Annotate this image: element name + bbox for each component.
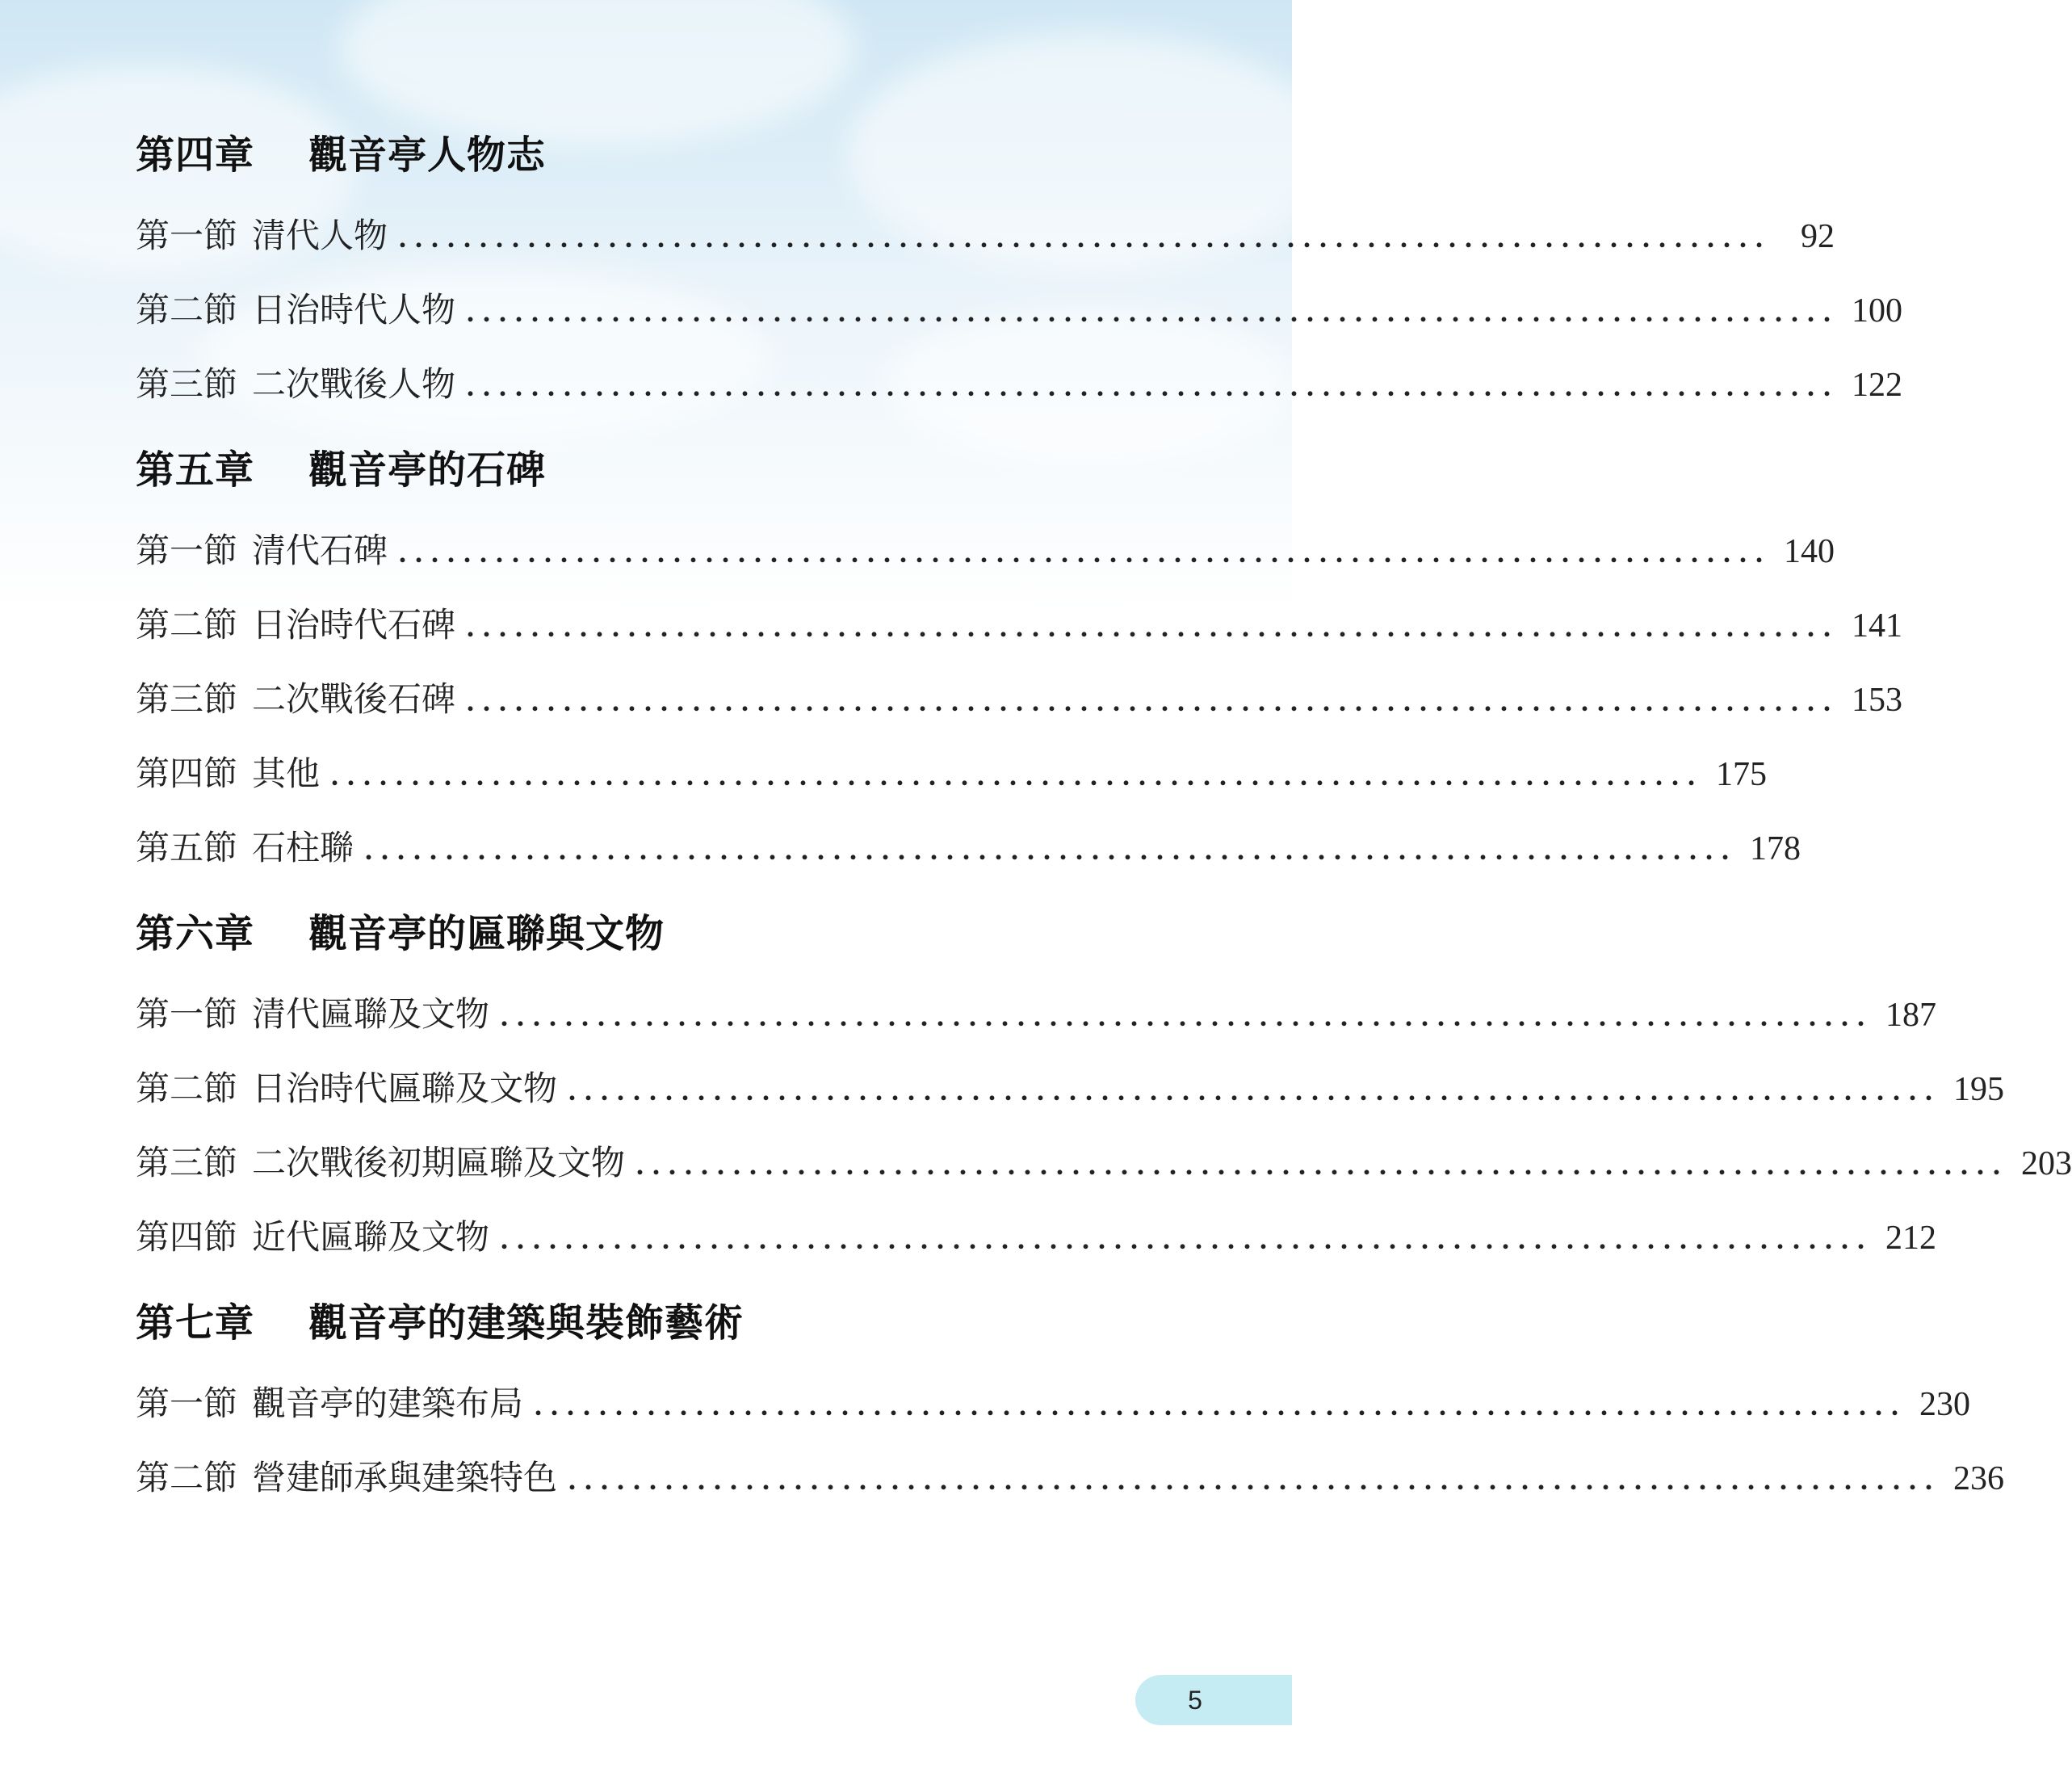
dot-leader: .....................................................................................: [568, 1074, 1942, 1107]
section-number: 第二節: [136, 1069, 238, 1108]
page-ref: 153: [1852, 682, 1903, 719]
dot-leader: .....................................................................................: [501, 1223, 1874, 1255]
section-title: 觀音亭的建築布局: [252, 1384, 524, 1423]
page-ref: 122: [1852, 367, 1903, 404]
section-title: 日治時代石碑: [252, 605, 456, 645]
chapter-title: 觀音亭的石碑: [308, 447, 547, 493]
toc-entry[interactable]: [136, 737, 1768, 811]
dot-leader: .....................................................................................: [467, 611, 1840, 643]
section-number: 第三節: [136, 364, 238, 404]
page-ref: 236: [1953, 1460, 2005, 1497]
section-number: 第四節: [136, 754, 238, 793]
dot-leader: .....................................................................................: [399, 536, 1772, 569]
chapter-title: 觀音亭的建築與裝飾藝術: [308, 1300, 744, 1346]
section-number: 第三節: [136, 1143, 238, 1182]
chapter-heading: [136, 444, 1156, 496]
section-title: 清代石碑: [252, 531, 388, 570]
section-title: 近代匾聯及文物: [252, 1217, 490, 1257]
dot-leader: .....................................................................................: [501, 1000, 1874, 1032]
toc-entry[interactable]: [136, 977, 1937, 1052]
section-number: 第一節: [136, 216, 238, 255]
chapter-title: 觀音亭的匾聯與文物: [308, 911, 665, 956]
page-ref: 175: [1716, 756, 1768, 793]
toc-entry[interactable]: [136, 514, 1835, 588]
page-ref: 178: [1750, 830, 1801, 867]
section-number: 第一節: [136, 531, 238, 570]
toc-entry[interactable]: [136, 588, 1903, 662]
dot-leader: .....................................................................................: [467, 296, 1840, 328]
page-ref: 195: [1953, 1071, 2005, 1108]
section-number: 第五節: [136, 828, 238, 867]
dot-leader: .....................................................................................: [636, 1149, 2010, 1181]
page-ref: 203: [2021, 1145, 2072, 1182]
section-number: 第二節: [136, 1458, 238, 1497]
page-ref: 230: [1919, 1386, 1971, 1423]
section-number: 第三節: [136, 679, 238, 719]
dot-leader: .....................................................................................: [331, 759, 1705, 792]
section-title: 清代人物: [252, 216, 388, 255]
toc-entry[interactable]: [136, 273, 1903, 347]
section-title: 石柱聯: [252, 828, 354, 867]
page-ref: 212: [1885, 1220, 1937, 1257]
section-number: 第一節: [136, 1384, 238, 1423]
page-ref: 141: [1852, 607, 1903, 645]
chapter-heading: [136, 908, 1156, 960]
chapter-title: 觀音亭人物志: [308, 132, 547, 178]
toc-entry[interactable]: [136, 1052, 2005, 1126]
section-title: 營建師承與建築特色: [252, 1458, 558, 1497]
toc-entry[interactable]: [136, 662, 1903, 737]
section-title: 二次戰後初期匾聯及文物: [252, 1143, 626, 1182]
chapter-number: 第七章: [136, 1300, 255, 1346]
page-ref: 100: [1852, 292, 1903, 330]
dot-leader: .....................................................................................: [535, 1389, 1908, 1422]
chapter-heading: [136, 1297, 1156, 1349]
section-title: 清代匾聯及文物: [252, 994, 490, 1034]
section-title: 二次戰後人物: [252, 364, 456, 404]
dot-leader: .....................................................................................: [568, 1464, 1942, 1496]
section-title: 其他: [252, 754, 321, 793]
section-number: 第四節: [136, 1217, 238, 1257]
section-number: 第二節: [136, 290, 238, 330]
toc-entry[interactable]: [136, 1200, 1937, 1275]
cloud-shape: [339, 0, 856, 145]
dot-leader: .....................................................................................: [365, 834, 1739, 866]
dot-leader: .....................................................................................: [467, 370, 1840, 402]
chapter-number: 第六章: [136, 911, 255, 956]
toc-entry[interactable]: [136, 1367, 1971, 1441]
section-number: 第一節: [136, 994, 238, 1034]
chapter-number: 第五章: [136, 447, 255, 493]
page-ref: 187: [1885, 997, 1937, 1034]
toc-entry[interactable]: [136, 811, 1801, 885]
page-ref: 92: [1801, 218, 1835, 255]
section-title: 日治時代匾聯及文物: [252, 1069, 558, 1108]
page-ref: 140: [1784, 533, 1835, 570]
dot-leader: .....................................................................................: [467, 685, 1840, 717]
chapter-number: 第四章: [136, 132, 255, 178]
dot-leader: .....................................................................................: [399, 221, 1772, 254]
page-number: 5: [1188, 1686, 1202, 1715]
section-title: 日治時代人物: [252, 290, 456, 330]
toc-entry[interactable]: [136, 1441, 2005, 1515]
section-number: 第二節: [136, 605, 238, 645]
table-of-contents: [136, 129, 2072, 1515]
section-title: 二次戰後石碑: [252, 679, 456, 719]
toc-entry[interactable]: [136, 199, 1835, 273]
toc-entry[interactable]: [136, 1126, 2072, 1200]
toc-entry[interactable]: [136, 347, 1903, 422]
chapter-heading: [136, 129, 1156, 181]
